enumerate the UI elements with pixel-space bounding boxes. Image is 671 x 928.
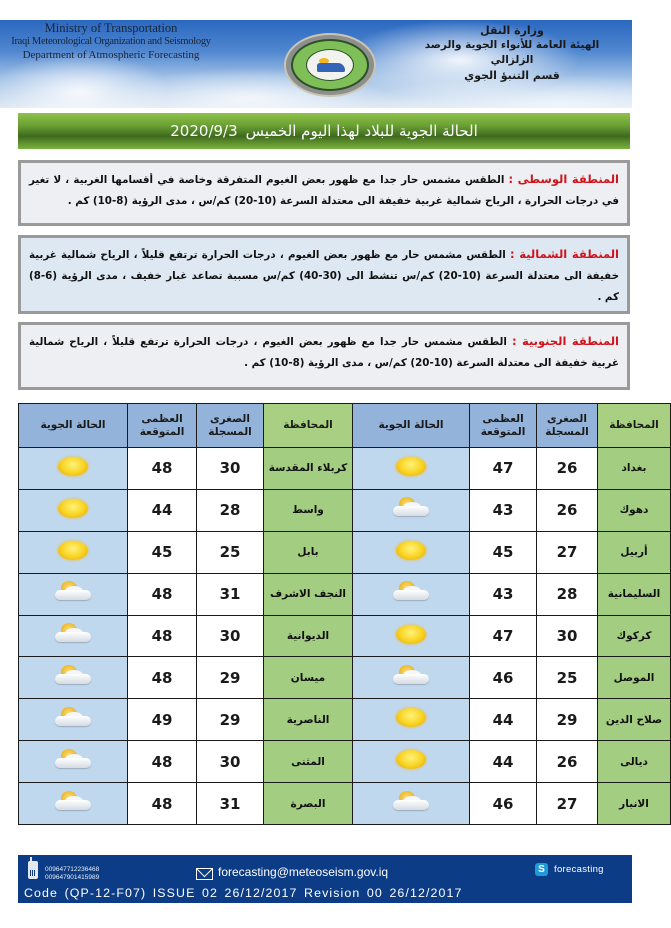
max-temp-cell: 44 bbox=[470, 741, 537, 783]
governorate-cell: كركوك bbox=[598, 615, 671, 657]
header-governorate: المحافظة bbox=[598, 404, 671, 448]
header-arabic bbox=[412, 23, 612, 83]
skype-icon: S bbox=[535, 863, 548, 876]
table-row bbox=[19, 615, 671, 657]
partly-cloudy-icon bbox=[391, 791, 431, 813]
region-text: الطقس مشمس حار مع ظهور بعض الغيوم ، درجات الحرارة ترتفع قليلاً ، الرياح شمالية غربية خفيفة الى معتدلة السرعة (10-20) كم/س تنشط الى (30-40) كم/س مسببة تصاعد غبار خفيف ، مدى الرؤية (6-8) كم . bbox=[29, 249, 620, 303]
min-temp-cell: 28 bbox=[197, 489, 264, 531]
logo-ring bbox=[291, 39, 369, 91]
condition-cell bbox=[19, 531, 128, 573]
region-central bbox=[18, 160, 630, 226]
phone-number: 009647712236468 bbox=[45, 866, 100, 873]
governorate-cell: الموصل bbox=[598, 657, 671, 699]
condition-cell bbox=[353, 573, 470, 615]
sunny-icon bbox=[396, 541, 426, 560]
logo-emblem-icon bbox=[306, 49, 354, 81]
min-temp-cell: 25 bbox=[197, 531, 264, 573]
governorate-cell: المثنى bbox=[264, 741, 353, 783]
sunny-icon bbox=[396, 708, 426, 727]
table-row bbox=[19, 573, 671, 615]
max-temp-cell: 44 bbox=[470, 699, 537, 741]
table-row bbox=[19, 783, 671, 825]
max-temp-cell: 48 bbox=[128, 657, 197, 699]
region-label: المنطقة الشمالية : bbox=[510, 247, 619, 261]
region-label: المنطقة الوسطى : bbox=[508, 172, 619, 186]
sunny-icon bbox=[58, 499, 88, 518]
sunny-icon bbox=[58, 541, 88, 560]
table-row bbox=[19, 699, 671, 741]
condition-cell bbox=[353, 657, 470, 699]
partly-cloudy-icon bbox=[53, 665, 93, 687]
min-temp-cell: 26 bbox=[537, 741, 598, 783]
governorate-cell: أربيل bbox=[598, 531, 671, 573]
min-temp-cell: 28 bbox=[537, 573, 598, 615]
header-english bbox=[6, 22, 216, 62]
header-max: العظمى المتوقعة bbox=[128, 404, 197, 448]
governorate-cell: ميسان bbox=[264, 657, 353, 699]
condition-cell bbox=[353, 615, 470, 657]
min-temp-cell: 29 bbox=[537, 699, 598, 741]
header-banner bbox=[0, 20, 632, 108]
phone-numbers bbox=[45, 866, 99, 882]
header-max: العظمى المتوقعة bbox=[470, 404, 537, 448]
table-header-row bbox=[19, 404, 671, 448]
governorate-cell: الانبار bbox=[598, 783, 671, 825]
max-temp-cell: 47 bbox=[470, 448, 537, 490]
sunny-icon bbox=[396, 625, 426, 644]
sunny-icon bbox=[396, 457, 426, 476]
governorate-cell: كربلاء المقدسة bbox=[264, 448, 353, 490]
condition-cell bbox=[19, 573, 128, 615]
partly-cloudy-icon bbox=[391, 665, 431, 687]
partly-cloudy-icon bbox=[53, 707, 93, 729]
region-text: الطقس مشمس حار جدا مع ظهور بعض الغيوم المتفرقة وخاصة في أقسامها الغربية ، لا تغير في درجات الحرارة ، الرياح شمالية غربية خفيفة الى معتدلة السرعة (10-20) كم/س ، مدى الرؤية (8-10) كم . bbox=[29, 174, 619, 207]
condition-cell bbox=[19, 741, 128, 783]
organization-name-en: Iraqi Meteorological Organization and Seismology bbox=[11, 36, 211, 47]
title-date: 2020/9/3 bbox=[170, 122, 238, 140]
ministry-name-en: Ministry of Transportation bbox=[44, 21, 178, 35]
max-temp-cell: 44 bbox=[128, 489, 197, 531]
max-temp-cell: 48 bbox=[128, 573, 197, 615]
min-temp-cell: 25 bbox=[537, 657, 598, 699]
min-temp-cell: 26 bbox=[537, 489, 598, 531]
condition-cell bbox=[353, 448, 470, 490]
partly-cloudy-icon bbox=[391, 581, 431, 603]
min-temp-cell: 29 bbox=[197, 699, 264, 741]
max-temp-cell: 47 bbox=[470, 615, 537, 657]
max-temp-cell: 46 bbox=[470, 657, 537, 699]
forecast-table bbox=[18, 403, 671, 825]
min-temp-cell: 26 bbox=[537, 448, 598, 490]
table-row bbox=[19, 489, 671, 531]
min-temp-cell: 31 bbox=[197, 573, 264, 615]
region-north bbox=[18, 235, 630, 314]
condition-cell bbox=[353, 741, 470, 783]
max-temp-cell: 48 bbox=[128, 741, 197, 783]
document-code: Code (QP-12-F07) ISSUE 02 26/12/2017 Revision 00 26/12/2017 bbox=[24, 886, 463, 900]
min-temp-cell: 30 bbox=[537, 615, 598, 657]
table-row bbox=[19, 741, 671, 783]
header-governorate: المحافظة bbox=[264, 404, 353, 448]
header-condition: الحالة الجوية bbox=[353, 404, 470, 448]
governorate-cell: ديالى bbox=[598, 741, 671, 783]
ministry-name-ar: وزارة النقل bbox=[480, 24, 544, 37]
min-temp-cell: 30 bbox=[197, 741, 264, 783]
governorate-cell: الديوانية bbox=[264, 615, 353, 657]
skype-id: forecasting bbox=[554, 864, 604, 875]
mail-icon bbox=[196, 868, 213, 880]
min-temp-cell: 27 bbox=[537, 531, 598, 573]
governorate-cell: البصرة bbox=[264, 783, 353, 825]
email-link[interactable]: forecasting@meteoseism.gov.iq bbox=[218, 865, 389, 879]
condition-cell bbox=[19, 448, 128, 490]
header-condition: الحالة الجوية bbox=[19, 404, 128, 448]
page-title bbox=[18, 113, 630, 149]
governorate-cell: الناصرية bbox=[264, 699, 353, 741]
region-south bbox=[18, 322, 630, 390]
partly-cloudy-icon bbox=[53, 623, 93, 645]
table-row bbox=[19, 448, 671, 490]
region-text: الطقس مشمس حار جدا مع ظهور بعض الغيوم ، درجات الحرارة ترتفع قليلاً ، الرياح شمالية غربية خفيفة الى معتدلة السرعة (10-20) كم/س ، مدى الرؤية (8-10) كم . bbox=[29, 336, 619, 369]
sunny-icon bbox=[396, 750, 426, 769]
partly-cloudy-icon bbox=[53, 791, 93, 813]
table-row bbox=[19, 657, 671, 699]
governorate-cell: دهوك bbox=[598, 489, 671, 531]
header-min: الصغرى المسجلة bbox=[197, 404, 264, 448]
max-temp-cell: 43 bbox=[470, 573, 537, 615]
condition-cell bbox=[353, 699, 470, 741]
partly-cloudy-icon bbox=[53, 749, 93, 771]
condition-cell bbox=[19, 489, 128, 531]
min-temp-cell: 30 bbox=[197, 615, 264, 657]
department-name-en: Department of Atmospheric Forecasting bbox=[22, 49, 200, 61]
min-temp-cell: 30 bbox=[197, 448, 264, 490]
partly-cloudy-icon bbox=[53, 581, 93, 603]
governorate-cell: بغداد bbox=[598, 448, 671, 490]
max-temp-cell: 48 bbox=[128, 615, 197, 657]
partly-cloudy-icon bbox=[391, 497, 431, 519]
sunny-icon bbox=[58, 457, 88, 476]
condition-cell bbox=[353, 783, 470, 825]
governorate-cell: النجف الاشرف bbox=[264, 573, 353, 615]
governorate-cell: صلاح الدين bbox=[598, 699, 671, 741]
condition-cell bbox=[353, 489, 470, 531]
max-temp-cell: 45 bbox=[470, 531, 537, 573]
phone-number: 009647901415989 bbox=[45, 874, 100, 881]
organization-name-ar: الهيئة العامة للأنواء الجوية والرصد الزلزالي bbox=[424, 39, 600, 66]
max-temp-cell: 48 bbox=[128, 448, 197, 490]
max-temp-cell: 45 bbox=[128, 531, 197, 573]
governorate-cell: بابل bbox=[264, 531, 353, 573]
max-temp-cell: 46 bbox=[470, 783, 537, 825]
min-temp-cell: 31 bbox=[197, 783, 264, 825]
min-temp-cell: 29 bbox=[197, 657, 264, 699]
governorate-cell: واسط bbox=[264, 489, 353, 531]
organization-logo bbox=[284, 33, 376, 97]
table-row bbox=[19, 531, 671, 573]
max-temp-cell: 48 bbox=[128, 783, 197, 825]
condition-cell bbox=[19, 657, 128, 699]
condition-cell bbox=[19, 699, 128, 741]
condition-cell bbox=[353, 531, 470, 573]
region-label: المنطقة الجنوبية : bbox=[511, 334, 619, 348]
max-temp-cell: 43 bbox=[470, 489, 537, 531]
phone-icon bbox=[28, 861, 38, 879]
max-temp-cell: 49 bbox=[128, 699, 197, 741]
governorate-cell: السليمانية bbox=[598, 573, 671, 615]
footer bbox=[18, 855, 632, 903]
header-min: الصغرى المسجلة bbox=[537, 404, 598, 448]
condition-cell bbox=[19, 615, 128, 657]
department-name-ar: قسم التنبؤ الجوي bbox=[464, 69, 560, 82]
min-temp-cell: 27 bbox=[537, 783, 598, 825]
title-text: الحالة الجوية للبلاد لهذا اليوم الخميس bbox=[245, 122, 478, 140]
condition-cell bbox=[19, 783, 128, 825]
